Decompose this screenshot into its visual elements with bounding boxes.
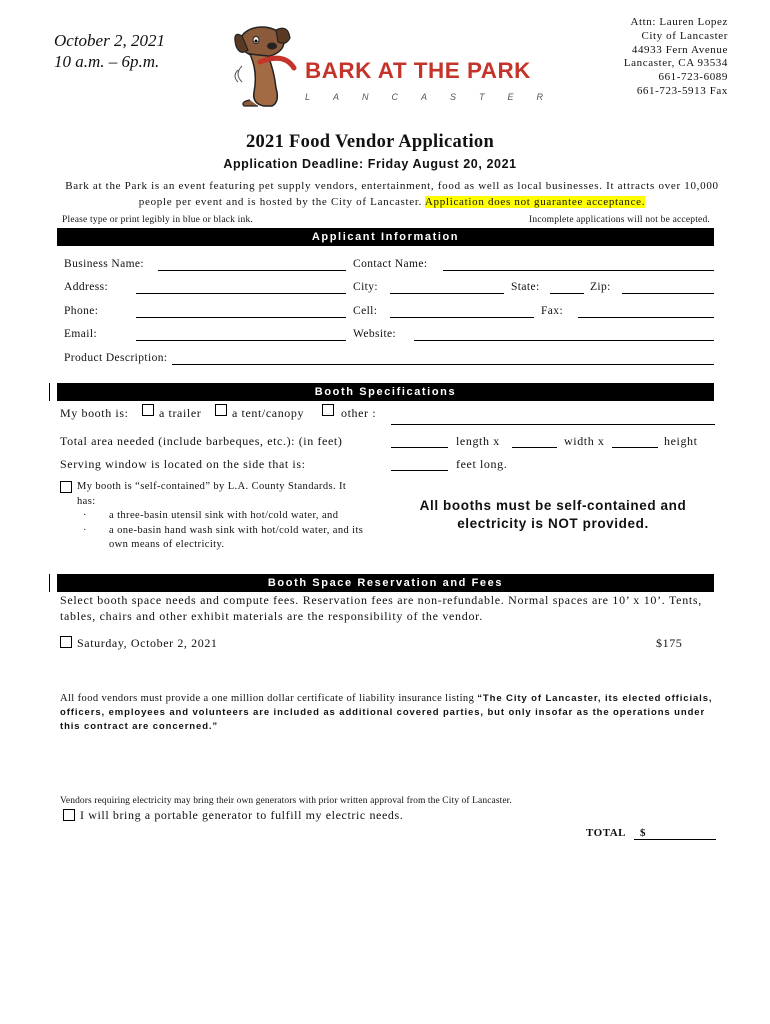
attn-line: Attn: Lauren Lopez [630, 16, 728, 28]
list-item: · a one-basin hand wash sink with hot/cold water, and its own means of electricity. [77, 524, 367, 553]
saturday-price: $175 [656, 636, 683, 650]
self-contained-block [77, 480, 367, 553]
bullet-text: a three-basin utensil sink with hot/cold water, and [109, 510, 339, 521]
total-field[interactable]: $ [634, 827, 716, 840]
total-label: TOTAL [586, 827, 626, 839]
generator-checkbox[interactable] [63, 809, 75, 821]
cell-label: Cell: [353, 305, 378, 317]
product-description-field[interactable] [172, 364, 714, 365]
attn-line: Lancaster, CA 93534 [623, 57, 728, 70]
zip-label: Zip: [590, 281, 611, 293]
phone-label: Phone: [64, 305, 99, 317]
cell-field[interactable] [390, 317, 534, 318]
address-label: Address: [64, 281, 109, 293]
height-label: height [664, 434, 698, 448]
length-label: length x [456, 434, 500, 448]
state-field[interactable] [550, 293, 584, 294]
insurance-intro: All food vendors must provide a one million dollar certificate of liability insurance listing [60, 693, 475, 704]
event-time: 10 a.m. – 6p.m. [54, 52, 160, 71]
fax-label: Fax: [541, 305, 564, 317]
self-contained-checkbox[interactable] [60, 481, 72, 493]
width-label: width x [564, 434, 605, 448]
height-field[interactable] [612, 447, 658, 448]
city-field[interactable] [390, 293, 504, 294]
generator-label: I will bring a portable generator to fulfill my electric needs. [80, 808, 404, 822]
width-field[interactable] [512, 447, 557, 448]
self-contained-text: My booth is “self-contained” by L.A. County Standards. It has: [77, 481, 347, 507]
divider [49, 383, 50, 401]
form-title: 2021 Food Vendor Application [245, 132, 495, 152]
application-deadline: Application Deadline: Friday August 20, 2021 [223, 157, 517, 171]
serving-window-field[interactable] [391, 470, 448, 471]
divider [49, 574, 50, 592]
contact-name-label: Contact Name: [353, 258, 428, 270]
email-label: Email: [64, 328, 98, 340]
applicant-info-header: Applicant Information [57, 228, 714, 246]
feet-long-label: feet long. [456, 457, 508, 471]
instruction-right: Incomplete applications will not be accepted. [529, 215, 710, 225]
fees-description: Select booth space needs and compute fees. Reservation fees are non-refundable. Normal spaces are 10’ x 10’. Tents, tables, chairs and other exhibit materials are the responsibility of the vendor. [60, 593, 703, 623]
my-booth-label: My booth is: [60, 406, 129, 420]
insurance-bold: “The City of Lancaster, its elected officials, officers, employees and volunteers are included as additional covered parties, but only insofar as the operations under this contract are concerned.” [60, 693, 713, 732]
trailer-checkbox[interactable] [142, 404, 154, 416]
length-field[interactable] [391, 447, 448, 448]
total-area-label: Total area needed (include barbeques, etc.): (in feet) [60, 434, 343, 448]
logo-subtitle: LANCASTER [305, 92, 567, 102]
tent-label: a tent/canopy [232, 406, 305, 420]
other-label: other : [341, 406, 377, 420]
event-date-block [54, 30, 165, 72]
attn-line: 661-723-5913 Fax [636, 84, 728, 97]
instruction-left: Please type or print legibly in blue or black ink. [62, 215, 253, 225]
generator-note: Vendors requiring electricity may bring their own generators with prior written approval from the City of Lancaster. [60, 796, 512, 806]
state-label: State: [511, 281, 540, 293]
attn-line: City of Lancaster [641, 29, 728, 42]
serving-window-label: Serving window is located on the side that is: [60, 457, 306, 471]
attn-address-block [624, 16, 728, 99]
saturday-checkbox[interactable] [60, 636, 72, 648]
booth-fees-header: Booth Space Reservation and Fees [57, 574, 714, 592]
list-item: · a three-basin utensil sink with hot/cold water, and [77, 509, 367, 524]
phone-field[interactable] [136, 317, 346, 318]
zip-field[interactable] [622, 293, 714, 294]
website-label: Website: [353, 328, 397, 340]
business-name-label: Business Name: [64, 258, 145, 270]
contact-name-field[interactable] [443, 270, 714, 271]
product-description-label: Product Description: [64, 352, 168, 364]
attn-line: 44933 Fern Avenue [631, 43, 728, 56]
business-name-field[interactable] [158, 270, 346, 271]
other-field[interactable] [391, 424, 715, 425]
attn-line: 661-723-6089 [658, 71, 728, 84]
website-field[interactable] [414, 340, 714, 341]
insurance-paragraph [60, 692, 720, 734]
trailer-label: a trailer [159, 406, 202, 420]
address-field[interactable] [136, 293, 346, 294]
fax-field[interactable] [578, 317, 714, 318]
booth-specs-header: Booth Specifications [57, 383, 714, 401]
intro-paragraph [62, 178, 722, 210]
self-contained-notice: All booths must be self-contained and electricity is NOT provided. [419, 498, 687, 531]
saturday-label: Saturday, October 2, 2021 [77, 636, 218, 650]
other-checkbox[interactable] [322, 404, 334, 416]
event-date: October 2, 2021 [54, 31, 165, 50]
intro-text: Bark at the Park is an event featuring pet supply vendors, entertainment, food as well as local businesses. It attracts over 10,000 people per event and is hosted by the City of Lancaster. [65, 180, 719, 208]
logo-title: BARK AT THE PARK [305, 58, 531, 83]
intro-highlight: Application does not guarantee acceptance. [424, 196, 646, 208]
bullet-text: a one-basin hand wash sink with hot/cold water, and its own means of electricity. [109, 524, 364, 550]
tent-checkbox[interactable] [215, 404, 227, 416]
email-field[interactable] [136, 340, 346, 341]
city-label: City: [353, 281, 379, 293]
